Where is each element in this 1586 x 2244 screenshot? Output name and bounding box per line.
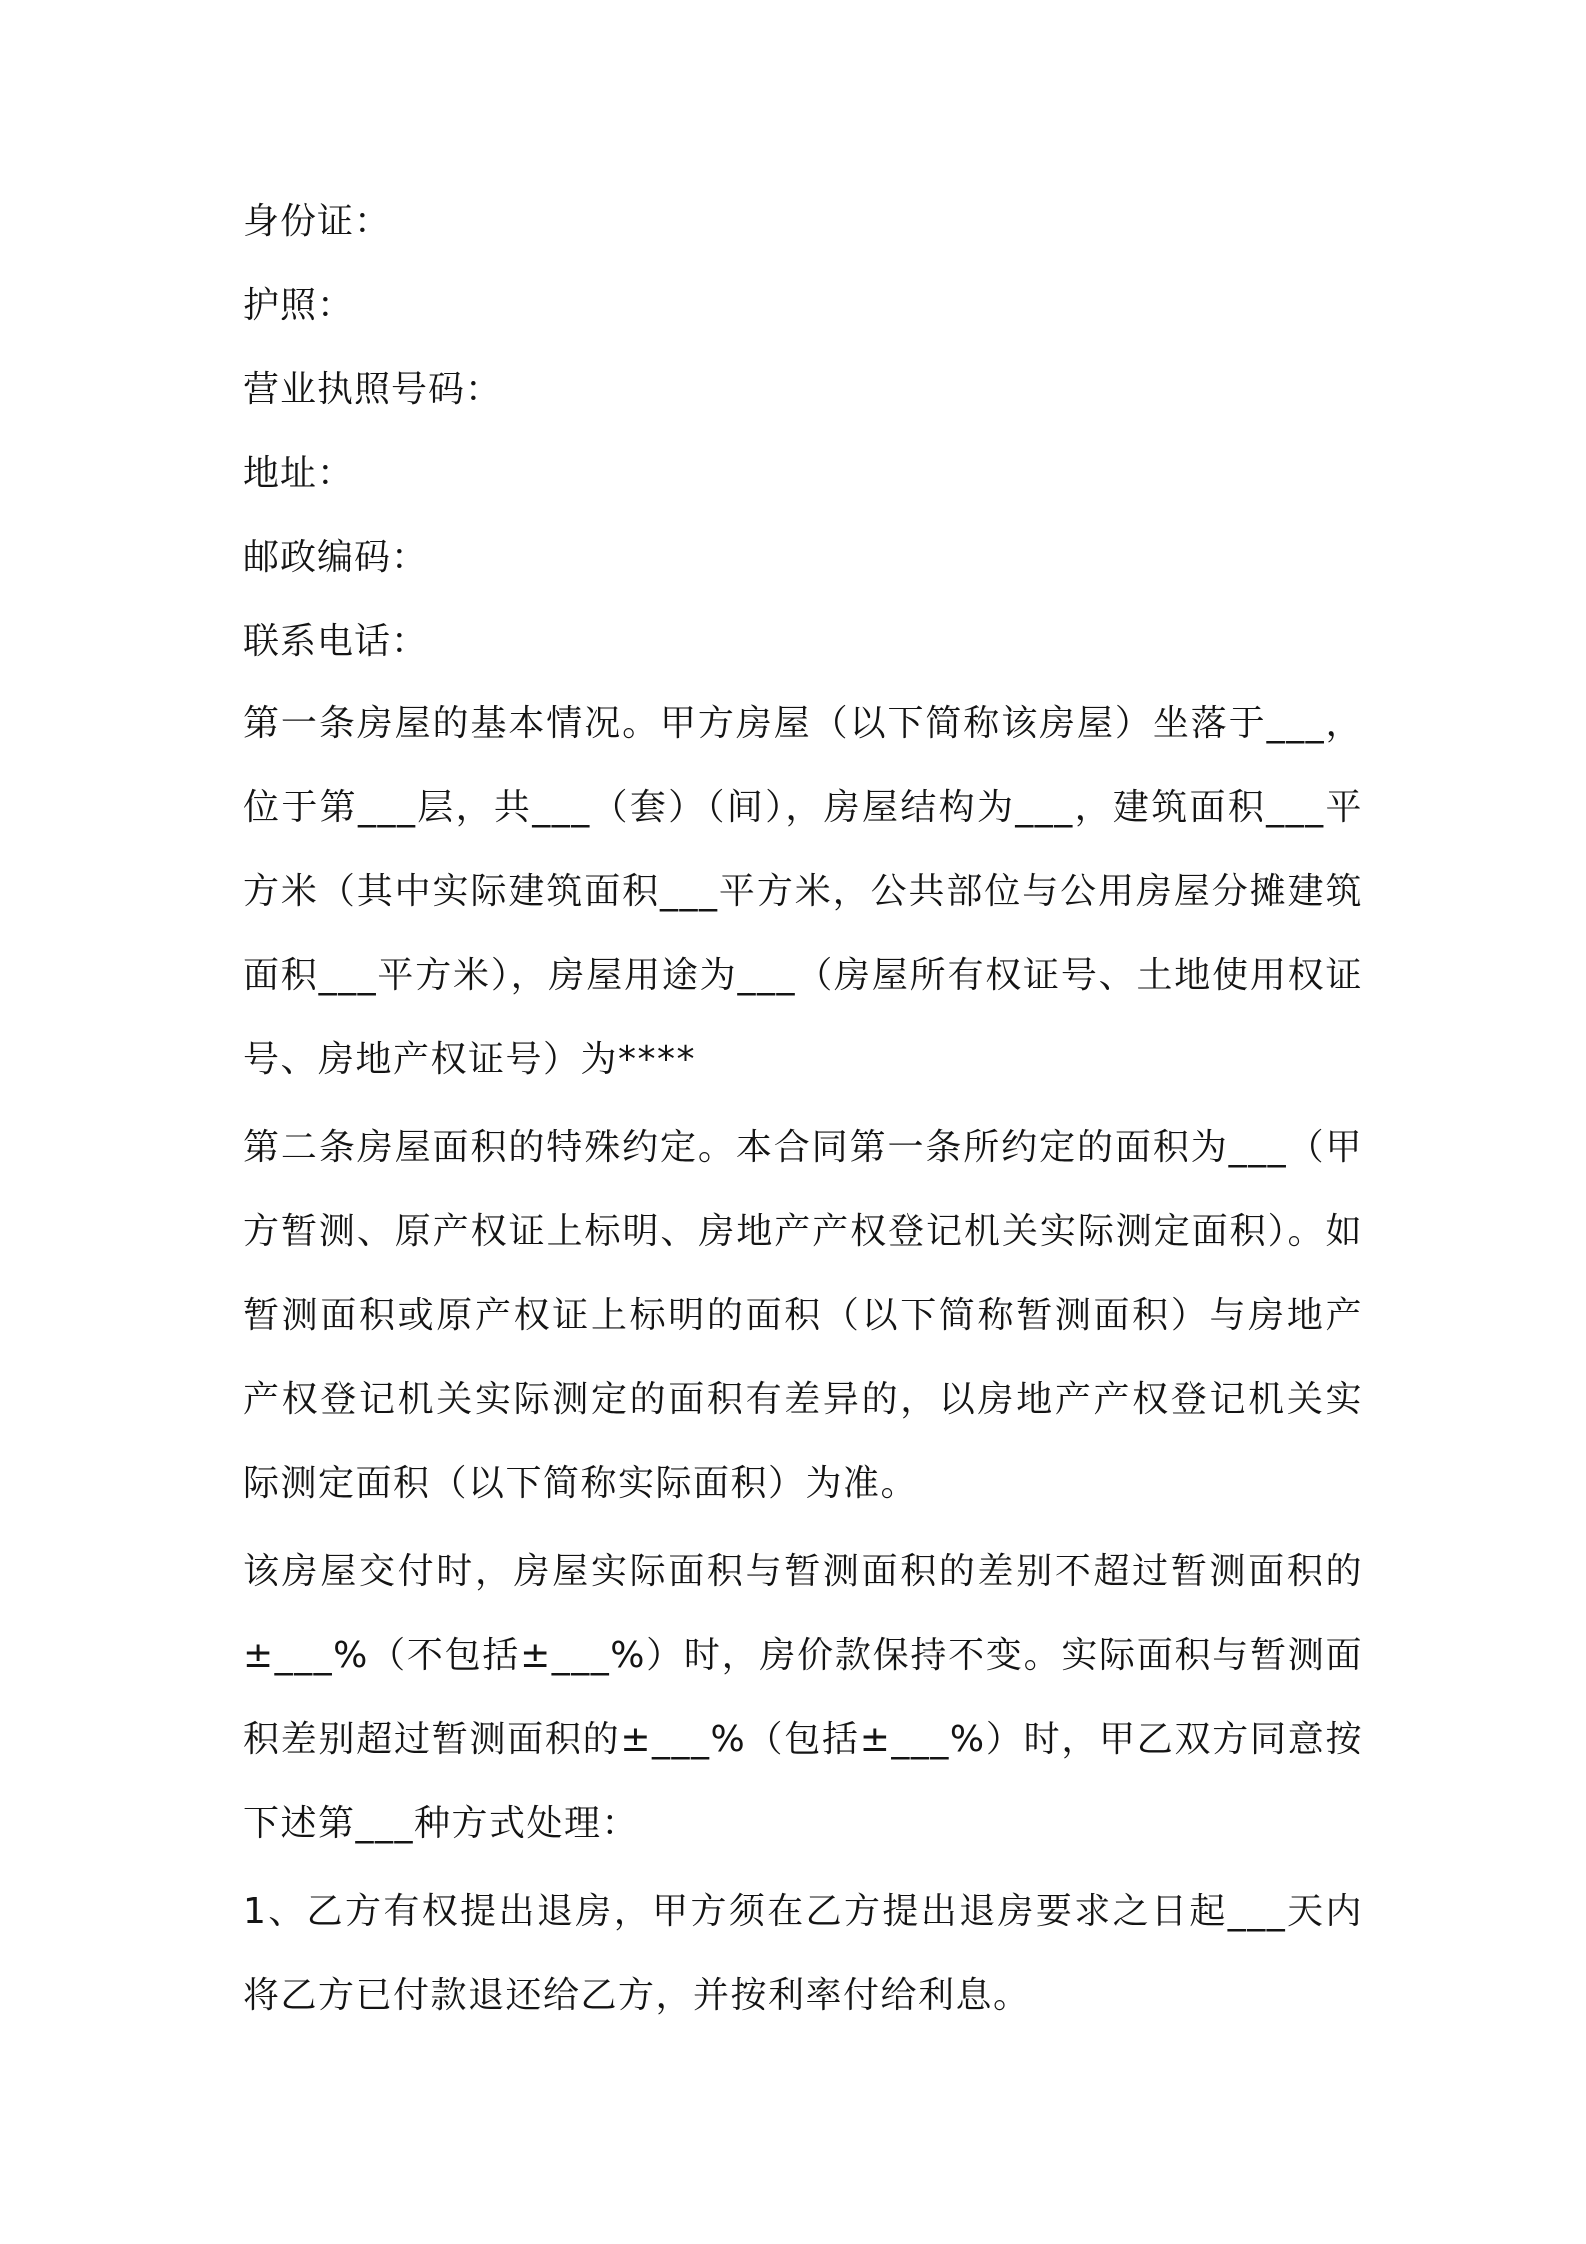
passport-field: 护照： <box>243 285 355 326</box>
address-field: 地址： <box>243 453 355 494</box>
option-1-paragraph: 1、乙方有权提出退房，甲方须在乙方提出退房要求之日起___天内将乙方已付款退还给乙方，并按利率付给利息。 <box>243 1891 1363 2016</box>
business-license-field: 营业执照号码： <box>243 369 503 410</box>
id-card-field: 身份证： <box>243 201 392 242</box>
party-info-fields <box>243 200 1363 664</box>
phone-field: 联系电话： <box>243 621 429 662</box>
document-body <box>243 200 1363 2042</box>
article-1-paragraph: 第一条房屋的基本情况。甲方房屋（以下简称该房屋）坐落于___，位于第___层，共___（套）（间），房屋结构为___，建筑面积___平方米（其中实际建筑面积___平方米，公共部位与公用房屋分摊建筑面积___平方米），房屋用途为___（房屋所有权证号、土地使用权证号、房地产权证号）为**** <box>243 703 1363 1080</box>
area-difference-paragraph: 该房屋交付时，房屋实际面积与暂测面积的差别不超过暂测面积的±___%（不包括±___%）时，房价款保持不变。实际面积与暂测面积差别超过暂测面积的±___%（包括±___%）时，甲乙双方同意按下述第___种方式处理： <box>243 1551 1363 1844</box>
postal-code-field: 邮政编码： <box>243 537 429 578</box>
article-2-paragraph: 第二条房屋面积的特殊约定。本合同第一条所约定的面积为___（甲方暂测、原产权证上标明、房地产产权登记机关实际测定面积）。如暂测面积或原产权证上标明的面积（以下简称暂测面积）与房地产产权登记机关实际测定的面积有差异的，以房地产产权登记机关实际测定面积（以下简称实际面积）为准。 <box>243 1127 1363 1504</box>
